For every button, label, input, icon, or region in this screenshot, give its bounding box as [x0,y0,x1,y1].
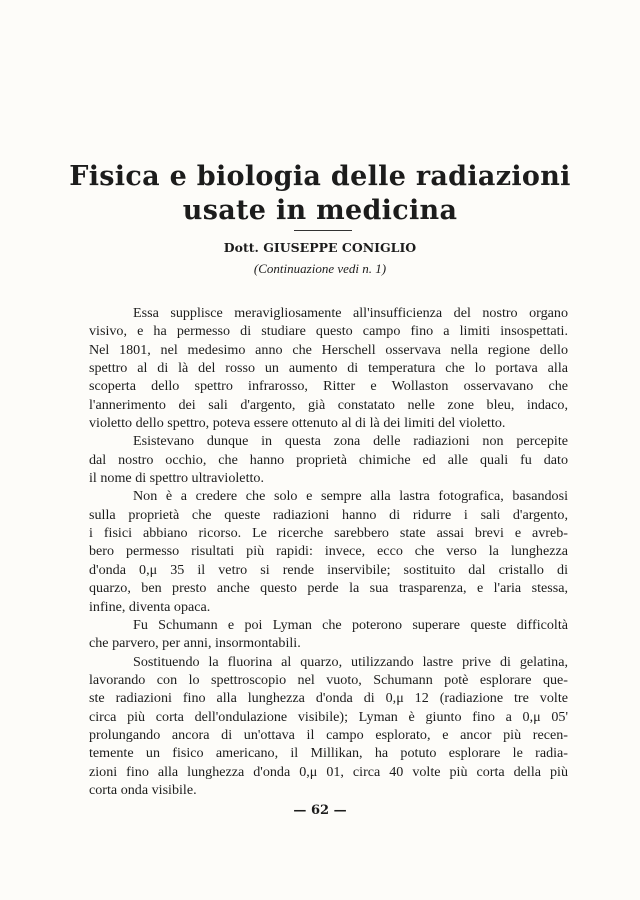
title-line-1: Fisica e biologia delle radiazioni [69,161,571,192]
body-line: il nome di spettro ultravioletto. [89,470,264,487]
body-line: visivo, e ha permesso di studiare questo campo fino a limiti insospettati. [89,323,568,340]
body-line: quarzo, ben presto anche questo perde la sua trasparenza, e l'aria stessa, [89,580,568,597]
body-line: Sostituendo la fluorina al quarzo, utilizzando lastre prive di gelatina, [133,653,568,670]
body-line: sulla proprietà che queste radiazioni hanno di ridurre i sali d'argento, [89,506,568,523]
body-line: lavorando con lo spettroscopio nel vuoto, Schumann potè esplorare que- [89,671,568,688]
body-line: Fu Schumann e poi Lyman che poterono superare queste difficoltà [133,616,568,633]
body-line: spettro al di là del rosso un aumento di temperatura che lo portava alla [89,360,568,377]
body-line: prolungando ancora di un'ottava il campo esplorato, e ancor più recen- [89,726,568,743]
body-line: circa più corta dell'ondulazione visibile); Lyman è giunto fino a 0,μ 05' [89,708,568,725]
continuation-note: (Continuazione vedi n. 1) [253,261,387,276]
body-line: Essa supplisce meravigliosamente all'insufficienza del nostro organo [133,305,568,321]
article-title [0,160,640,228]
body-line: che parvero, per anni, insormontabili. [89,635,301,652]
body-line: Esistevano dunque in questa zona delle radiazioni non percepite [133,433,568,450]
body-line: d'onda 0,μ 35 il vetro si rende inservibile; sostituito dal cristallo di [89,561,568,578]
body-line: i fisici abbiano ricorso. Le ricerche sarebbero state assai brevi e avreb- [89,525,568,542]
body-line: violetto dello spettro, poteva essere ottenuto al di là dei limiti del violetto. [89,415,506,432]
body-line: bero permesso risultati più rapidi: invece, ecco che verso la lunghezza [89,543,568,560]
page-number: — 62 — [293,803,347,818]
article-body [89,304,568,799]
body-line: Non è a credere che solo e sempre alla lastra fotografica, basandosi [133,488,568,505]
body-line: temente un fisico americano, il Millikan, ha potuto esplorare le radia- [89,745,568,762]
author-name: Dott. GIUSEPPE CONIGLIO [223,240,417,255]
title-divider [294,230,352,231]
body-line: zioni fino alla lunghezza d'onda 0,μ 01, circa 40 volte più corta della più [89,763,568,780]
body-line: dal nostro occhio, che hanno proprietà chimiche ed alle quali fu dato [89,451,568,468]
title-line-2: usate in medicina [182,195,458,226]
body-line: l'annerimento dei sali d'argento, già constatato nelle zone bleu, indaco, [89,396,568,413]
body-line: corta onda visibile. [89,781,197,798]
body-line: scoperta dello spettro infrarosso, Ritter e Wollaston osservavano che [89,378,568,395]
body-line: infine, diventa opaca. [89,598,211,615]
body-line: Nel 1801, nel medesimo anno che Herschell osservava nella regione dello [89,341,568,358]
body-line: ste radiazioni fino alla lunghezza d'onda di 0,μ 12 (radiazione tre volte [89,690,568,707]
